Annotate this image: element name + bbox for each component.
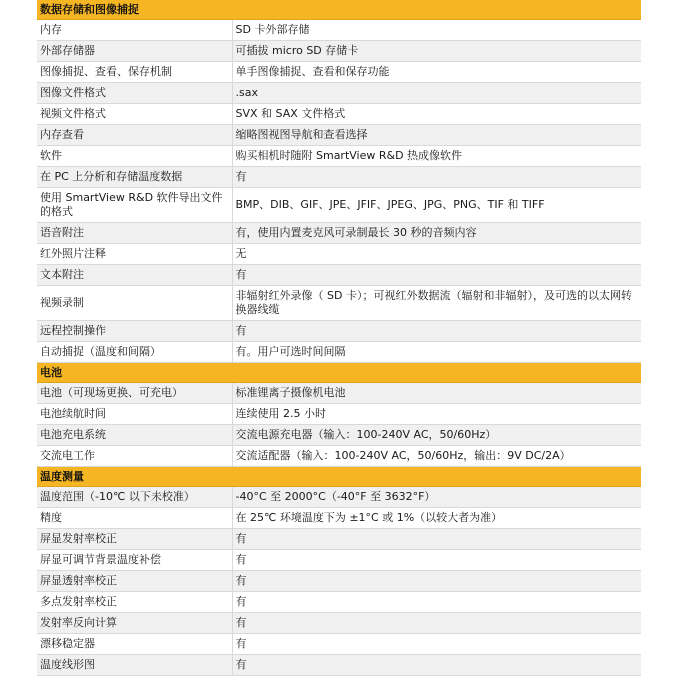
spec-value: 有 — [232, 613, 641, 634]
spec-label: 使用 SmartView R&D 软件导出文件的格式 — [37, 188, 232, 223]
spec-label: 电池充电系统 — [37, 425, 232, 446]
spec-sheet — [37, 0, 641, 676]
spec-label: 漂移稳定器 — [37, 634, 232, 655]
table-row — [37, 244, 641, 265]
spec-label: 外部存储器 — [37, 41, 232, 62]
spec-label: 文本附注 — [37, 265, 232, 286]
spec-label: 交流电工作 — [37, 446, 232, 467]
table-row — [37, 104, 641, 125]
spec-label: 电池续航时间 — [37, 404, 232, 425]
spec-label: 电池（可现场更换、可充电） — [37, 383, 232, 404]
spec-label: 发射率反向计算 — [37, 613, 232, 634]
spec-value: SD 卡外部存储 — [232, 20, 641, 41]
table-row — [37, 634, 641, 655]
table-row — [37, 404, 641, 425]
spec-value: 有 — [232, 634, 641, 655]
spec-label: 屏显发射率校正 — [37, 529, 232, 550]
table-row — [37, 529, 641, 550]
spec-label: 温度线形图 — [37, 655, 232, 676]
spec-label: 在 PC 上分析和存储温度数据 — [37, 167, 232, 188]
spec-label: 红外照片注释 — [37, 244, 232, 265]
table-row — [37, 383, 641, 404]
spec-label: 图像捕捉、查看、保存机制 — [37, 62, 232, 83]
table-row — [37, 41, 641, 62]
spec-value: 交流电源充电器（输入：100-240V AC，50/60Hz） — [232, 425, 641, 446]
spec-value: 连续使用 2.5 小时 — [232, 404, 641, 425]
spec-label: 视频录制 — [37, 286, 232, 321]
spec-label: 远程控制操作 — [37, 321, 232, 342]
spec-value: SVX 和 SAX 文件格式 — [232, 104, 641, 125]
spec-label: 图像文件格式 — [37, 83, 232, 104]
table-row — [37, 446, 641, 467]
table-row — [37, 83, 641, 104]
spec-label: 屏显透射率校正 — [37, 571, 232, 592]
table-row — [37, 223, 641, 244]
spec-value: 有 — [232, 265, 641, 286]
spec-value: 有 — [232, 571, 641, 592]
spec-value: .sax — [232, 83, 641, 104]
table-row — [37, 146, 641, 167]
spec-value: 有 — [232, 529, 641, 550]
table-row — [37, 655, 641, 676]
spec-label: 软件 — [37, 146, 232, 167]
spec-value: 非辐射红外录像（ SD 卡）；可视红外数据流（辐射和非辐射），及可选的以太网转换器线缆 — [232, 286, 641, 321]
spec-label: 内存查看 — [37, 125, 232, 146]
spec-value: 在 25℃ 环境温度下为 ±1°C 或 1%（以较大者为准） — [232, 508, 641, 529]
section-header-battery — [37, 363, 641, 383]
spec-label: 多点发射率校正 — [37, 592, 232, 613]
spec-value: 有 — [232, 550, 641, 571]
table-row — [37, 286, 641, 321]
table-row — [37, 265, 641, 286]
spec-value: 有 — [232, 321, 641, 342]
table-row — [37, 508, 641, 529]
table-row — [37, 167, 641, 188]
spec-value: 缩略图视图导航和查看选择 — [232, 125, 641, 146]
table-row — [37, 321, 641, 342]
spec-value: 有 — [232, 592, 641, 613]
spec-value: 有。用户可选时间间隔 — [232, 342, 641, 363]
section-header-storage — [37, 0, 641, 20]
spec-label: 温度范围（-10℃ 以下未校准） — [37, 487, 232, 508]
spec-label: 自动捕捉（温度和间隔） — [37, 342, 232, 363]
spec-value: 购买相机时随附 SmartView R&D 热成像软件 — [232, 146, 641, 167]
spec-value: 无 — [232, 244, 641, 265]
table-row — [37, 125, 641, 146]
spec-table — [37, 0, 641, 676]
table-row — [37, 342, 641, 363]
spec-value: 单手图像捕捉、查看和保存功能 — [232, 62, 641, 83]
table-row — [37, 550, 641, 571]
spec-value: 可插拔 micro SD 存储卡 — [232, 41, 641, 62]
spec-label: 视频文件格式 — [37, 104, 232, 125]
spec-value: BMP、DIB、GIF、JPE、JFIF、JPEG、JPG、PNG、TIF 和 TIFF — [232, 188, 641, 223]
spec-label: 语音附注 — [37, 223, 232, 244]
table-row — [37, 62, 641, 83]
table-row — [37, 613, 641, 634]
spec-label: 屏显可调节背景温度补偿 — [37, 550, 232, 571]
table-row — [37, 571, 641, 592]
table-row — [37, 487, 641, 508]
spec-value: -40°C 至 2000°C（-40°F 至 3632°F） — [232, 487, 641, 508]
spec-value: 有 — [232, 655, 641, 676]
table-row — [37, 425, 641, 446]
spec-value: 有，使用内置麦克风可录制最长 30 秒的音频内容 — [232, 223, 641, 244]
table-row — [37, 188, 641, 223]
section-header-temperature — [37, 467, 641, 487]
section-title: 电池 — [37, 363, 641, 383]
section-title: 温度测量 — [37, 467, 641, 487]
table-row — [37, 20, 641, 41]
spec-value: 有 — [232, 167, 641, 188]
spec-value: 标准锂离子摄像机电池 — [232, 383, 641, 404]
spec-label: 精度 — [37, 508, 232, 529]
table-row — [37, 592, 641, 613]
section-title: 数据存储和图像捕捉 — [37, 0, 641, 20]
spec-value: 交流适配器（输入：100-240V AC，50/60Hz，输出：9V DC/2A） — [232, 446, 641, 467]
spec-label: 内存 — [37, 20, 232, 41]
